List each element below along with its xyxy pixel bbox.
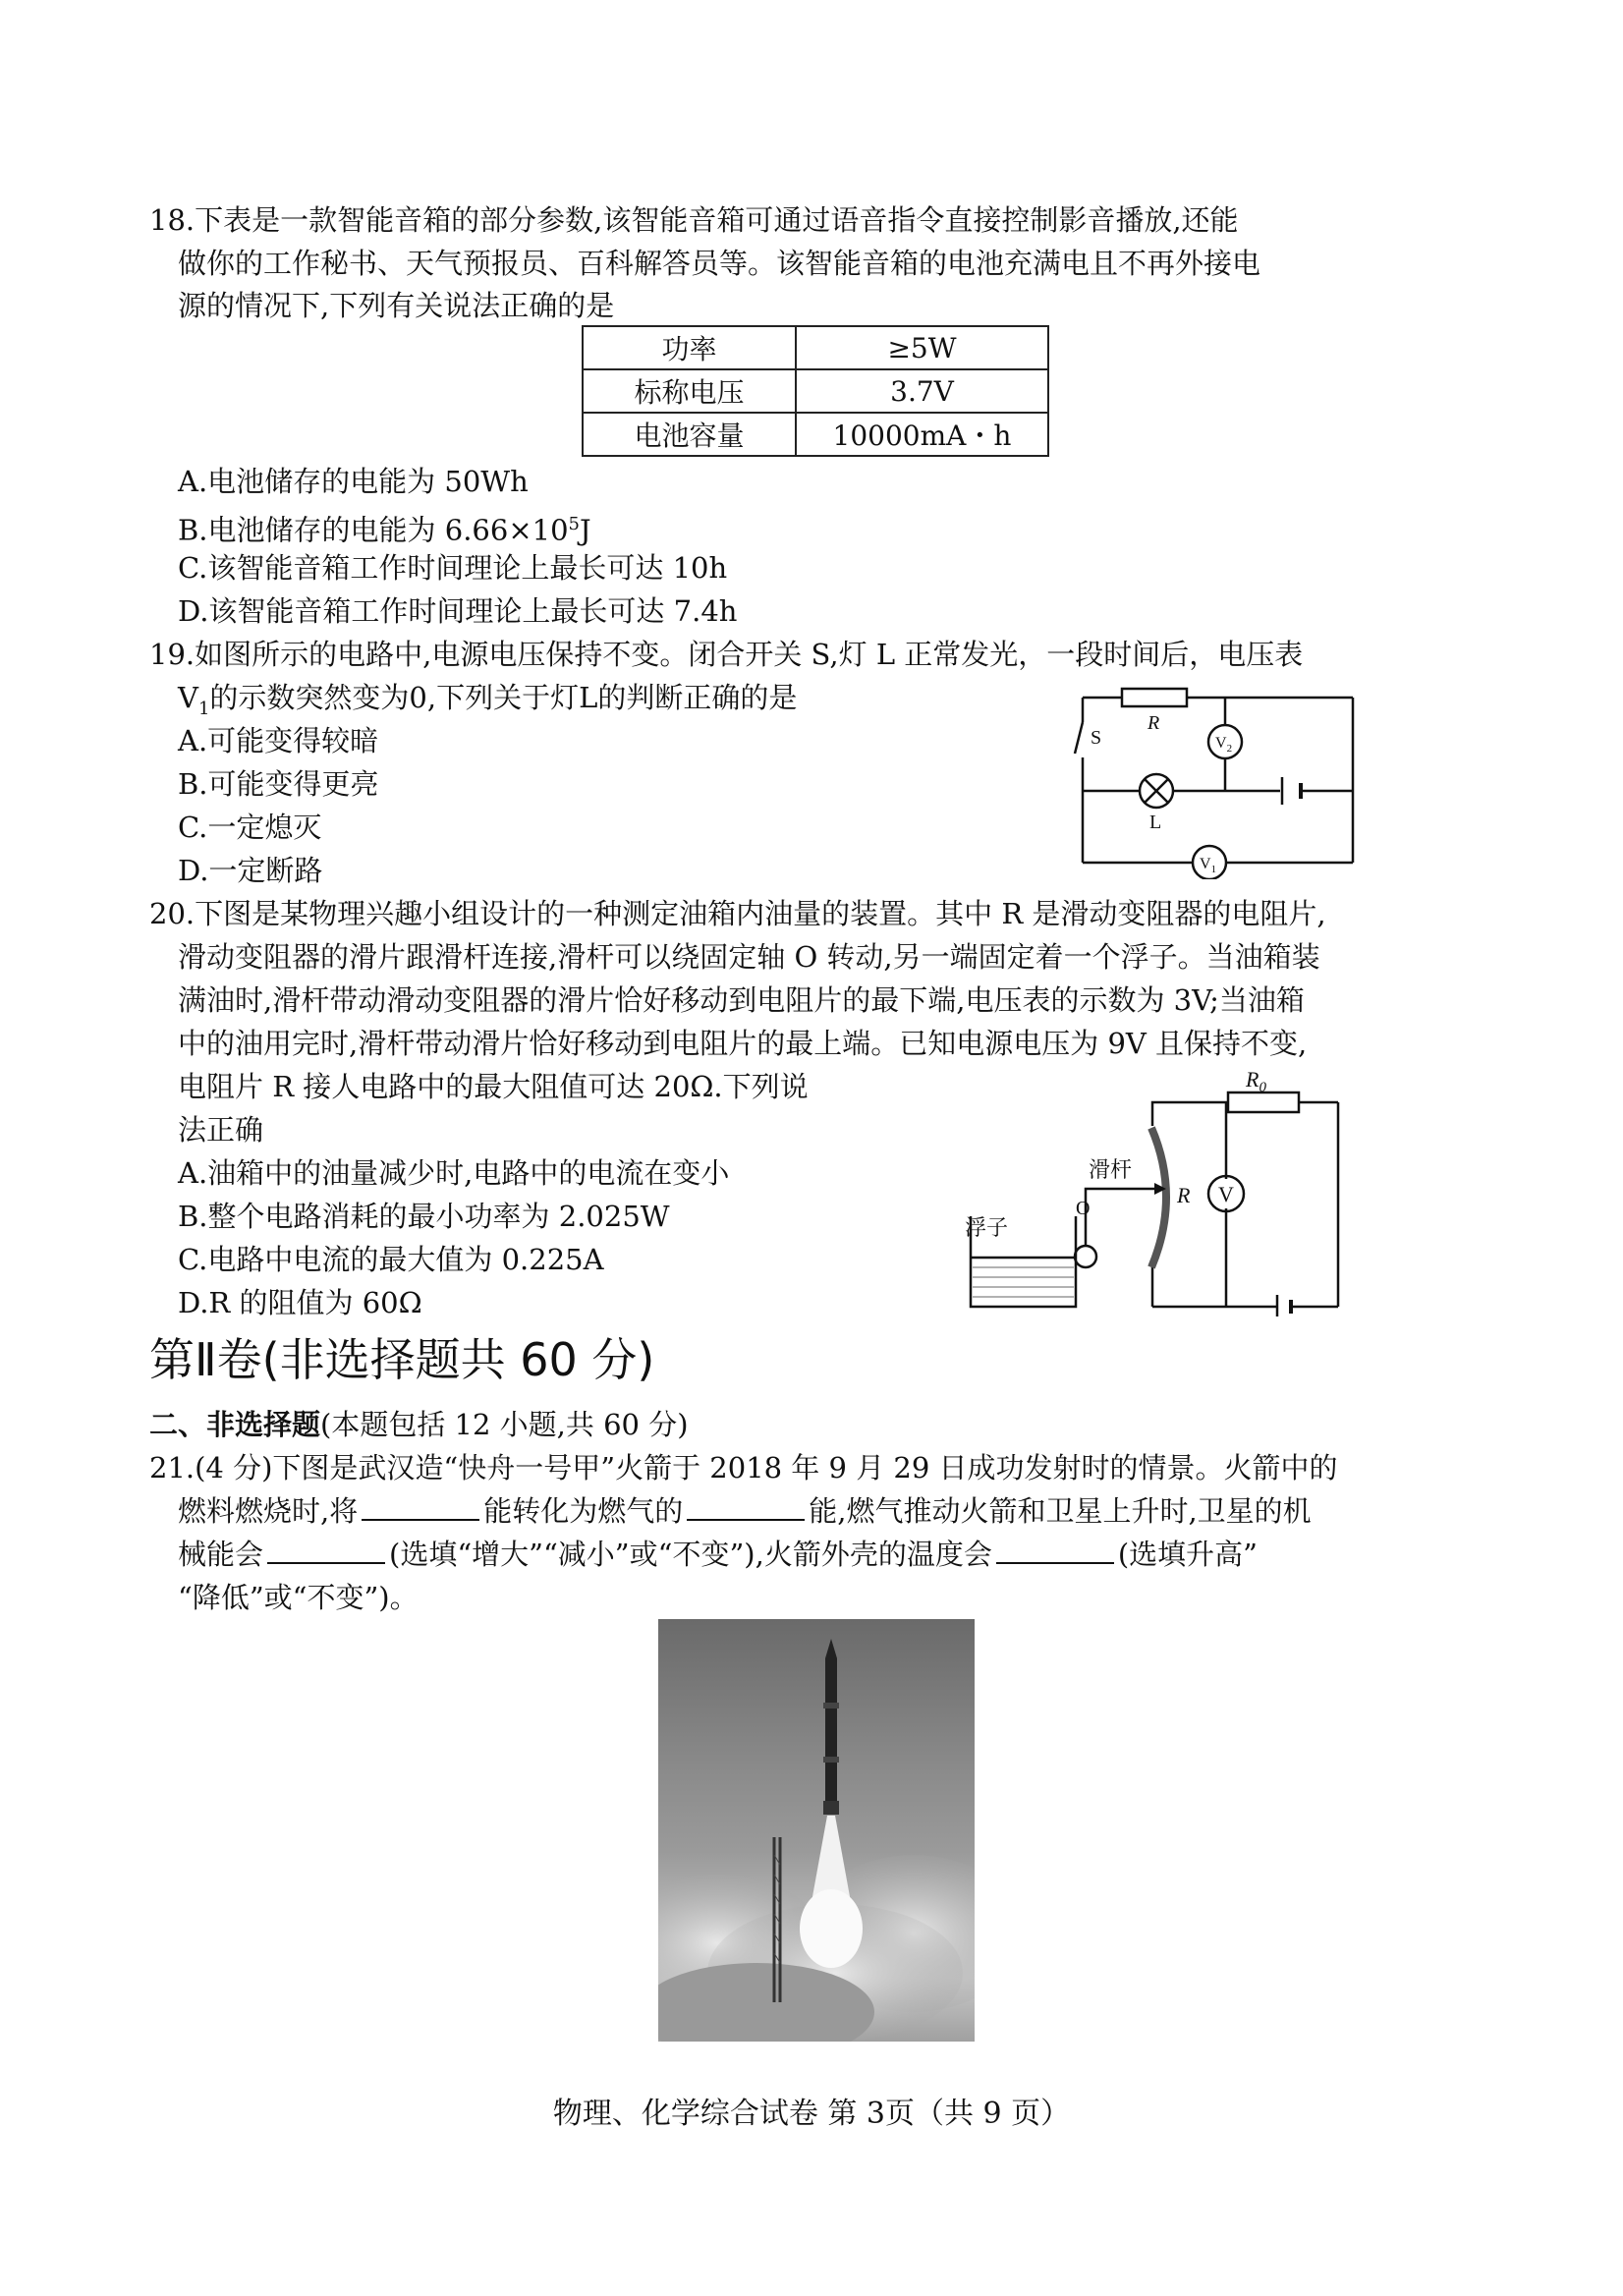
q21-text: 械能会	[178, 1538, 264, 1571]
q18-stem-line-2: 做你的工作秘书、天气预报员、百科解答员等。该智能音箱的电池充满电且不再外接电	[178, 247, 1261, 280]
q18-stem-line-1: 18.下表是一款智能音箱的部分参数,该智能音箱可通过语音指令直接控制影音播放,还能	[149, 203, 1239, 237]
q21-text: (选填“增大”“减小”或“不变”),火箭外壳的温度会	[389, 1538, 992, 1571]
q21-text: 燃料燃烧时,将	[178, 1494, 359, 1528]
label-s: S	[1091, 727, 1102, 749]
resistor-plate-r	[1151, 1128, 1166, 1267]
q21-text: (选填升高”	[1117, 1538, 1258, 1571]
table-cell: 功率	[583, 326, 796, 369]
switch-s	[1075, 722, 1083, 754]
spec-table	[582, 325, 1049, 457]
rocket-launch-photo	[658, 1619, 975, 2042]
answer-blank-1[interactable]	[362, 1493, 479, 1521]
q20-stem-line-6: 法正确	[178, 1113, 264, 1147]
q19-v1-subscript: 1	[197, 698, 210, 719]
q20-option-b: B.整个电路消耗的最小功率为 2.025W	[178, 1200, 670, 1233]
label-pivot-o: O	[1076, 1198, 1091, 1219]
q21-stem-line-3	[178, 1535, 1258, 1574]
q20-stem-line-4: 中的油用完时,滑杆带动滑片恰好移动到电阻片的最上端。已知电源电压为 9V 且保持不变,	[178, 1027, 1308, 1060]
q20-stem-line-2: 滑动变阻器的滑片跟滑杆连接,滑杆可以绕固定轴 O 转动,另一端固定着一个浮子。当油箱装	[178, 940, 1320, 974]
q18-option-a: A.电池储存的电能为 50Wh	[178, 465, 529, 498]
section-2-subheading	[149, 1405, 689, 1444]
table-cell: 3.7V	[796, 369, 1048, 413]
q19-option-a: A.可能变得较暗	[178, 724, 379, 757]
q21-text: 能转化为燃气的	[483, 1494, 684, 1528]
label-v: V	[1218, 1182, 1234, 1206]
q19-option-c: C.一定熄灭	[178, 811, 322, 844]
table-cell: 电池容量	[583, 413, 796, 456]
answer-blank-3[interactable]	[267, 1537, 385, 1564]
q20-option-d: D.R 的阻值为 60Ω	[178, 1286, 422, 1319]
rocket-launch-illustration	[658, 1619, 975, 2042]
q21-text: 能,燃气推动火箭和卫星上升时,卫星的机	[809, 1494, 1312, 1528]
section-2-subheading-bold: 二、非选择题	[149, 1408, 321, 1441]
q19-option-d: D.一定断路	[178, 854, 323, 887]
q20-stem-line-3: 满油时,滑杆带动滑动变阻器的滑片恰好移动到电阻片的最下端,电压表的示数为 3V;当油箱	[178, 983, 1305, 1017]
label-r: R	[1147, 712, 1160, 734]
q21-stem-line-4: “降低”或“不变”)。	[178, 1581, 419, 1614]
label-v2: $V_2$	[1215, 735, 1233, 755]
q20-option-c: C.电路中电流的最大值为 0.225A	[178, 1243, 604, 1276]
label-v1: $V_1$	[1200, 856, 1217, 875]
label-l: L	[1149, 812, 1162, 833]
section-2-subheading-rest: (本题包括 12 小题,共 60 分)	[320, 1408, 689, 1441]
section-2-heading: 第Ⅱ卷(非选择题共 60 分)	[149, 1333, 655, 1386]
resistor-r	[1122, 689, 1187, 706]
label-rod: 滑杆	[1089, 1157, 1133, 1182]
q21-stem-line-1: 21.(4 分)下图是武汉造“快舟一号甲”火箭于 2018 年 9 月 29 日成功发射时的情景。火箭中的	[149, 1451, 1338, 1484]
q19-stem-line-1: 19.如图所示的电路中,电源电压保持不变。闭合开关 S,灯 L 正常发光，一段时间后，电压表	[149, 638, 1304, 671]
q20-option-a: A.油箱中的油量减少时,电路中的电流在变小	[178, 1156, 730, 1190]
q18-stem-line-3: 源的情况下,下列有关说法正确的是	[178, 289, 615, 322]
label-r: R	[1177, 1183, 1191, 1207]
table-cell: ≥5W	[796, 326, 1048, 369]
q18-option-d: D.该智能音箱工作时间理论上最长可达 7.4h	[178, 594, 738, 628]
page-footer: 物理、化学综合试卷 第 3页（共 9 页）	[552, 2097, 1071, 2131]
table-cell: 标称电压	[583, 369, 796, 413]
q19-option-b: B.可能变得更亮	[178, 767, 379, 801]
q18-option-c: C.该智能音箱工作时间理论上最长可达 10h	[178, 551, 728, 585]
label-float: 浮子	[965, 1215, 1009, 1240]
q18-option-b-text: B.电池储存的电能为 6.66×10	[178, 513, 569, 547]
table-row	[583, 369, 1048, 413]
q18-option-b-exponent: 5	[568, 514, 580, 534]
q21-stem-line-2	[178, 1491, 1312, 1531]
table-row	[583, 326, 1048, 369]
answer-blank-2[interactable]	[687, 1493, 805, 1521]
answer-blank-4[interactable]	[996, 1537, 1114, 1564]
table-cell: 10000mA・h	[796, 413, 1048, 456]
q19-v1-symbol: V	[178, 681, 198, 714]
table-row	[583, 413, 1048, 456]
q19-stem-line-2-text: 的示数突然变为0,下列关于灯L的判断正确的是	[209, 681, 798, 714]
q20-stem-line-1: 20.下图是某物理兴趣小组设计的一种测定油箱内油量的装置。其中 R 是滑动变阻器的电阻片,	[149, 897, 1326, 930]
q19-circuit-diagram	[1061, 683, 1375, 879]
q18-option-b	[178, 505, 591, 550]
q20-oil-gauge-diagram	[963, 1071, 1375, 1316]
resistor-r0	[1228, 1092, 1299, 1112]
q18-option-b-unit: J	[579, 513, 591, 547]
float-ball	[1075, 1246, 1096, 1267]
label-r0: $R_0$	[1246, 1071, 1266, 1095]
q20-stem-line-5: 电阻片 R 接人电路中的最大阻值可达 20Ω.下列说	[178, 1070, 809, 1103]
